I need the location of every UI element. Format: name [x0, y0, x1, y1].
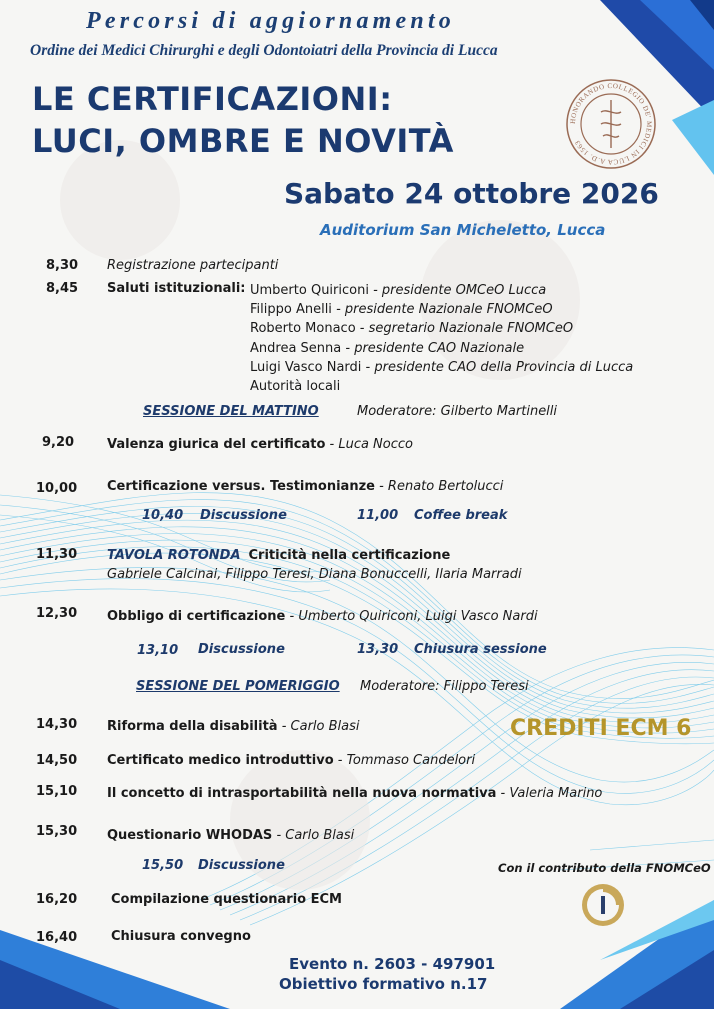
series-title: Percorsi di aggiornamento [86, 8, 456, 34]
morning-session-label: SESSIONE DEL MATTINO [143, 404, 319, 419]
time-label: 15,50 [142, 858, 184, 873]
sponsor-text: Con il contributo della FNOMCeO [498, 861, 711, 875]
time-label: 8,30 [46, 258, 79, 273]
morning-moderator: Moderatore: Gilberto Martinelli [357, 404, 558, 419]
organizer-line: Ordine dei Medici Chirurghi e degli Odontoiatri della Provincia di Lucca [30, 42, 498, 59]
coffee-break-label: Coffee break [414, 508, 508, 523]
time-label: 8,45 [46, 281, 79, 296]
fnomceo-logo [580, 882, 626, 928]
ecm-credits: CREDITI ECM 6 [510, 716, 692, 741]
event-venue: Auditorium San Micheletto, Lucca [320, 221, 606, 239]
greeter-item: Roberto Monaco - segretario Nazionale FNOMCeO [250, 321, 574, 337]
program-item: Obbligo di certificazione - Umberto Quiriconi, Luigi Vasco Nardi [107, 609, 538, 624]
greeters-list [250, 281, 633, 396]
time-label: 16,40 [36, 930, 78, 945]
afternoon-session-label: SESSIONE DEL POMERIGGIO [136, 679, 340, 694]
page-title-line2: LUCI, OMBRE E NOVITÀ [32, 122, 454, 160]
program-item: Certificazione versus. Testimonianze - Renato Bertolucci [107, 479, 504, 494]
time-label: 14,30 [36, 717, 78, 732]
event-date: Sabato 24 ottobre 2026 [284, 177, 659, 210]
discussion-label: Discussione [198, 858, 285, 873]
greeter-item: Filippo Anelli - presidente Nazionale FNOMCeO [250, 302, 553, 318]
time-label: 12,30 [36, 606, 78, 621]
time-label: 9,20 [42, 435, 75, 450]
discussion-label: Discussione [198, 642, 285, 657]
svg-text:HONORANDO COLLEGIO DE' MEDICI: HONORANDO COLLEGIO DE' MEDICI IN LUCA A.D. 1563 [568, 81, 654, 167]
session-close-label: Chiusura sessione [414, 642, 547, 657]
time-label: 15,30 [36, 824, 78, 839]
greeter-item: Umberto Quiriconi - presidente OMCeO Lucca [250, 283, 547, 298]
time-label: 13,10 [137, 643, 179, 658]
program-item: Riforma della disabilità - Carlo Blasi [107, 719, 360, 734]
program-item: Il concetto di intrasportabilità nella nuova normativa - Valeria Marino [107, 786, 603, 801]
time-label: 10,40 [142, 508, 184, 523]
roundtable-speakers: Gabriele Calcinai, Filippo Teresi, Diana Bonuccelli, Ilaria Marradi [107, 567, 522, 582]
page-title-line1: LE CERTIFICAZIONI: [32, 80, 393, 118]
training-objective: Obiettivo formativo n.17 [279, 975, 488, 993]
registration-text: Registrazione partecipanti [107, 258, 279, 273]
time-label: 13,30 [357, 642, 399, 657]
time-label: 10,00 [36, 481, 78, 496]
time-label: 14,50 [36, 753, 78, 768]
greeter-item: Luigi Vasco Nardi - presidente CAO della Provincia di Lucca [250, 359, 634, 375]
discussion-label: Discussione [200, 508, 287, 523]
program-item: Chiusura convegno [111, 929, 251, 944]
program-item: Compilazione questionario ECM [111, 892, 342, 907]
event-number: Evento n. 2603 - 497901 [289, 955, 496, 973]
program-item: Questionario WHODAS - Carlo Blasi [107, 828, 355, 843]
afternoon-moderator: Moderatore: Filippo Teresi [360, 679, 529, 694]
program-item: TAVOLA ROTONDA Criticità nella certificazione [107, 548, 451, 563]
program-item: Certificato medico introduttivo - Tommaso Candelori [107, 753, 476, 768]
time-label: 11,30 [36, 547, 78, 562]
seal-logo [565, 78, 657, 170]
time-label: 16,20 [36, 892, 78, 907]
program-item: Valenza giurica del certificato - Luca Nocco [107, 437, 413, 452]
greetings-label: Saluti istituzionali: [107, 281, 246, 296]
time-label: 15,10 [36, 784, 78, 799]
time-label: 11,00 [357, 508, 399, 523]
greeter-item: Andrea Senna - presidente CAO Nazionale [250, 340, 525, 356]
greeter-item: Autorità locali [250, 379, 341, 395]
